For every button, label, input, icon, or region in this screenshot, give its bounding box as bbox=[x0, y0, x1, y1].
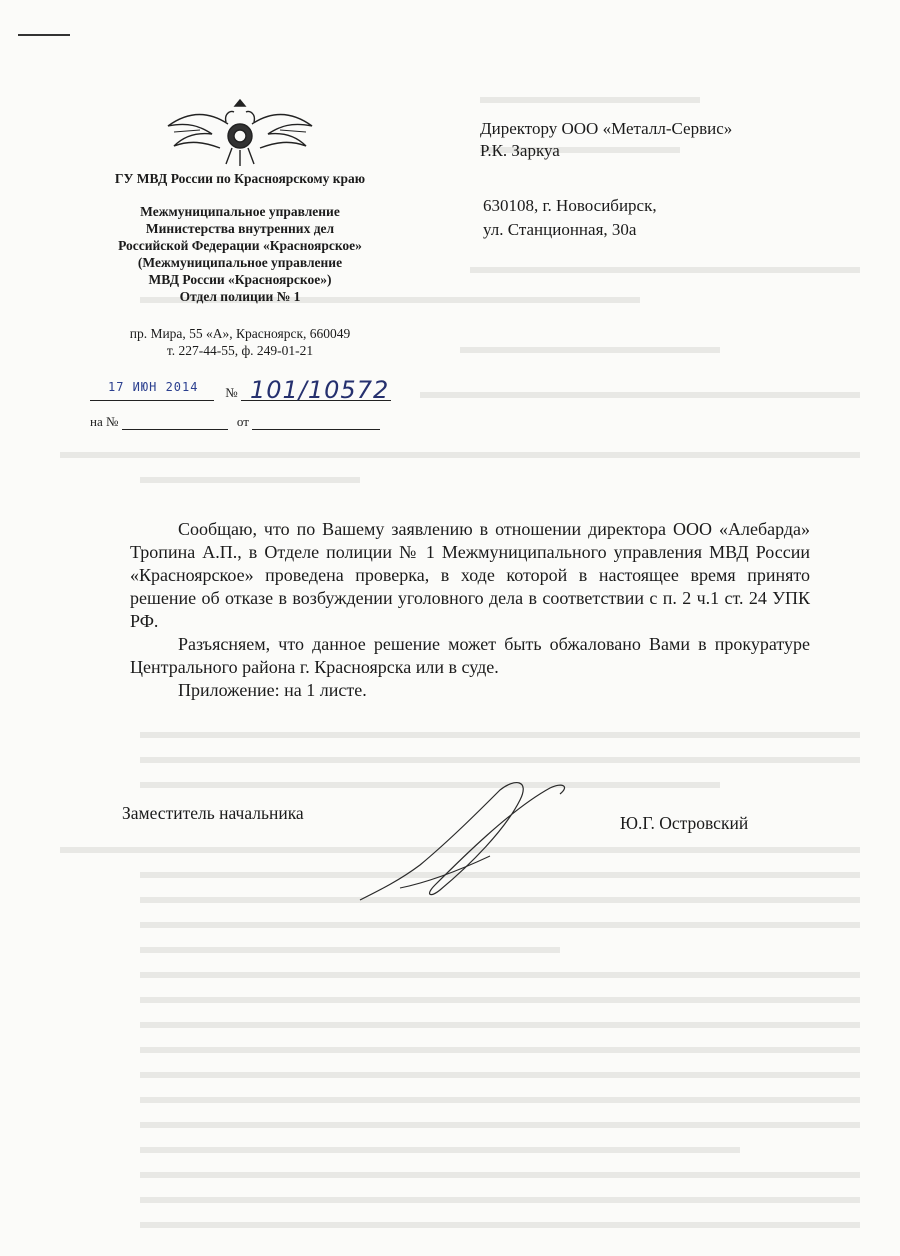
handwritten-reg-number: 101/10572 bbox=[250, 376, 390, 404]
from-blank bbox=[252, 413, 380, 430]
org-line: Отдел полиции № 1 bbox=[179, 289, 301, 304]
reference-label: на № bbox=[90, 414, 119, 429]
body-paragraph: Разъясняем, что данное решение может быть обжаловано Вами в прокуратуре Центрального района г. Красноярска или в суде. bbox=[130, 634, 810, 677]
org-line: Министерства внутренних дел bbox=[145, 221, 335, 236]
signatory-name: Ю.Г. Островский bbox=[620, 813, 749, 833]
reference-blank bbox=[122, 413, 228, 430]
agency-name: ГУ МВД России по Красноярскому краю bbox=[114, 171, 366, 186]
body-paragraph: Сообщаю, что по Вашему заявлению в отношении директора ООО «Алебарда» Тропина А.П., в Отделе полиции № 1 Межмуниципального управления МВД России «Красноярское» проведена проверка, в ходе которой в настоящее время принято решение об отказе в возбуждении уголовного дела в соответствии с п. 2 ч.1 ст. 24 УПК РФ. bbox=[130, 519, 810, 631]
handwritten-signature bbox=[340, 770, 580, 910]
address-line: пр. Мира, 55 «А», Красноярск, 660049 bbox=[129, 326, 351, 341]
from-label: от bbox=[236, 414, 249, 429]
organization-name bbox=[60, 203, 420, 305]
signatory-title: Заместитель начальника bbox=[122, 803, 304, 823]
recipient-address-line: 630108, г. Новосибирск, bbox=[483, 196, 657, 215]
recipient-block bbox=[480, 118, 732, 162]
org-line: Межмуниципальное управление bbox=[140, 204, 340, 219]
sender-block bbox=[60, 170, 420, 359]
reference-row bbox=[90, 413, 380, 430]
org-line: МВД России «Красноярское») bbox=[148, 272, 332, 287]
org-line: Российской Федерации «Красноярское» bbox=[118, 238, 362, 253]
recipient-address-line: ул. Станционная, 30а bbox=[483, 220, 637, 239]
sender-address bbox=[60, 325, 420, 359]
address-line: т. 227-44-55, ф. 249-01-21 bbox=[166, 343, 314, 358]
letter-body bbox=[130, 518, 810, 702]
mvd-eagle-emblem-icon bbox=[160, 92, 320, 172]
number-label: № bbox=[225, 385, 238, 400]
page-edge-mark bbox=[18, 34, 70, 36]
recipient-position: Директору ООО «Металл-Сервис» bbox=[480, 119, 733, 138]
org-line: (Межмуниципальное управление bbox=[137, 255, 343, 270]
recipient-name: Р.К. Заркуа bbox=[480, 141, 560, 160]
body-paragraph: Приложение: на 1 листе. bbox=[178, 680, 367, 700]
date-stamp: 17 ИЮН 2014 bbox=[108, 380, 199, 394]
recipient-address bbox=[483, 194, 657, 242]
